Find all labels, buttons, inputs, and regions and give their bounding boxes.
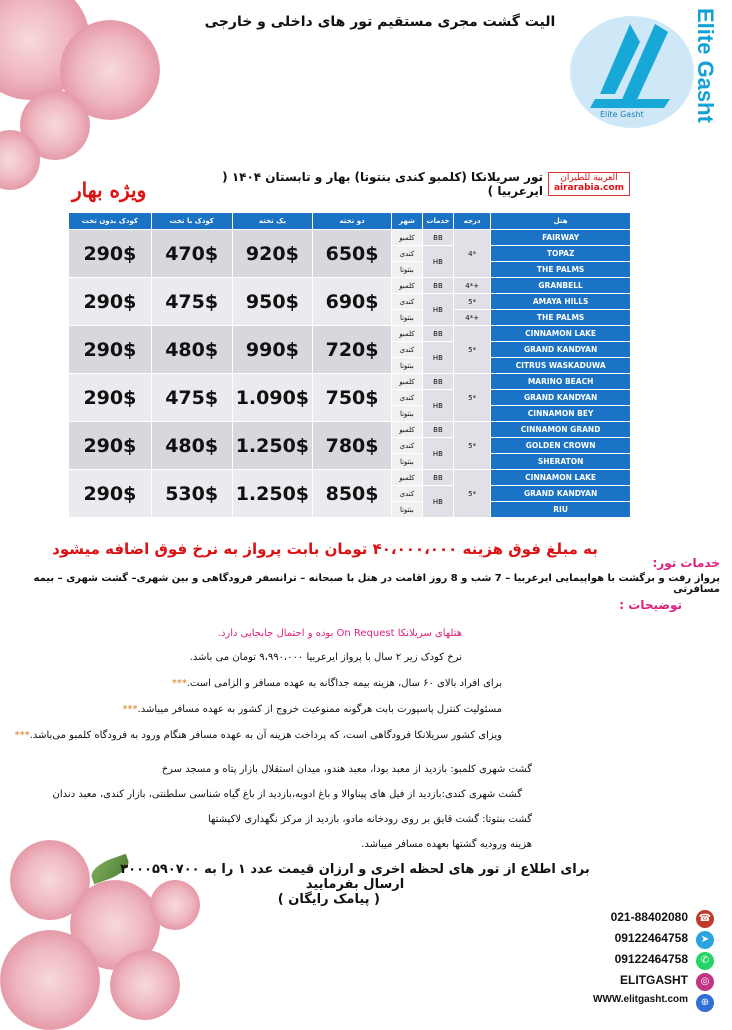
table-row	[69, 374, 631, 390]
table-row	[69, 470, 631, 486]
price-double: 780$	[313, 422, 392, 470]
city-cell: کندی	[391, 438, 422, 454]
note-star: ***	[14, 730, 30, 741]
logo-subtitle: Elite Gasht	[600, 110, 644, 119]
special-offer-label: ویژه بهار	[72, 178, 147, 202]
header-city: شهر	[391, 213, 422, 230]
table-header-row	[69, 213, 631, 230]
airarabia-logo-ar: العربية للطيران	[560, 173, 618, 183]
contact-text: 021-88402080	[610, 910, 688, 924]
header-tagline: الیت گشت مجری مستقیم تور های داخلی و خارجی	[204, 14, 556, 30]
city-cell: کندی	[391, 294, 422, 310]
city-cell: بنتوتا	[391, 454, 422, 470]
note-star: ***	[122, 704, 138, 715]
city-cell: بنتوتا	[391, 310, 422, 326]
city-cell: کلمبو	[391, 470, 422, 486]
contact-text: WWW.elitgasht.com	[593, 994, 688, 1005]
note-item	[15, 730, 502, 741]
price-child-bed: 480$	[151, 326, 232, 374]
grade-cell: 4*+	[453, 310, 490, 326]
instagram-icon: ◎	[696, 973, 714, 991]
promo-line-2: ( پیامک رایگان )	[277, 892, 380, 907]
hotel-cell: SHERATON	[491, 454, 631, 470]
note-item	[172, 678, 502, 689]
hotel-cell: THE PALMS	[491, 262, 631, 278]
price-child-bed: 480$	[151, 422, 232, 470]
hotel-cell: FAIRWAY	[491, 230, 631, 246]
city-cell: کلمبو	[391, 278, 422, 294]
service-cell: HB	[422, 342, 453, 374]
grade-cell: 5*	[453, 294, 490, 310]
price-child-nobed: 290$	[69, 326, 152, 374]
globe-icon: ⊕	[696, 994, 714, 1012]
hotel-cell: CINNAMON GRAND	[491, 422, 631, 438]
price-child-bed: 475$	[151, 278, 232, 326]
city-cell: کلمبو	[391, 326, 422, 342]
telegram-icon: ➤	[696, 931, 714, 949]
service-cell: HB	[422, 438, 453, 470]
city-cell: کندی	[391, 390, 422, 406]
grade-cell: 4*+	[453, 278, 490, 294]
price-child-bed: 470$	[151, 230, 232, 278]
header-double: دو تخته	[313, 213, 392, 230]
price-child-nobed: 290$	[69, 278, 152, 326]
tour-title: تور سریلانکا (کلمبو کندی بنتوتا) بهار و تابستان ۱۴۰۴ ( ایرعربیا )	[222, 170, 543, 198]
note-text: ویزای کشور سریلانکا فرودگاهی است، که پرداخت هزینه آن به عهده مسافر هنگام ورود به فرودگاه کلمبو می‌باشد.	[29, 730, 502, 741]
price-single: 1.250$	[232, 422, 313, 470]
price-single: 1.090$	[232, 374, 313, 422]
city-cell: کلمبو	[391, 422, 422, 438]
city-cell: بنتوتا	[391, 262, 422, 278]
contact-row[interactable]	[530, 931, 720, 951]
header-child-bed: کودک با تخت	[151, 213, 232, 230]
promo-line-1: برای اطلاع از تور های لحظه اخری و ارزان قیمت عدد ۱ را به ۳۰۰۰۵۹۰۷۰۰ ارسال بفرمایید	[120, 862, 590, 892]
contact-text: ELITGASHT	[620, 973, 688, 987]
note-star: ***	[171, 678, 187, 689]
hotel-cell: GRAND KANDYAN	[491, 390, 631, 406]
price-child-bed: 530$	[151, 470, 232, 518]
grade-cell: 5*	[453, 422, 490, 470]
note-text: مسئولیت کنترل پاسپورت بابت هرگونه ممنوعیت خروج از کشور به عهده مسافر میباشد.	[137, 704, 502, 715]
price-child-nobed: 290$	[69, 230, 152, 278]
hotel-cell: GRAND KANDYAN	[491, 486, 631, 502]
note-item	[123, 704, 502, 715]
header-grade: درجه	[453, 213, 490, 230]
hotel-cell: AMAYA HILLS	[491, 294, 631, 310]
logo-vertical-text: Elite Gasht	[693, 8, 718, 123]
phone-icon: ☎	[696, 910, 714, 928]
contact-row[interactable]	[530, 994, 720, 1014]
price-child-nobed: 290$	[69, 374, 152, 422]
city-cell: کندی	[391, 342, 422, 358]
service-cell: HB	[422, 486, 453, 518]
note-text: نرخ کودک زیر ۲ سال با پرواز ایرعربیا ۹،۹۹۰،۰۰۰ تومان می باشد.	[189, 652, 462, 663]
hotel-cell: GRAND KANDYAN	[491, 342, 631, 358]
city-cell: کلمبو	[391, 230, 422, 246]
notes-title: توضیحات :	[619, 598, 682, 612]
hotel-cell: THE PALMS	[491, 310, 631, 326]
service-cell: BB	[422, 422, 453, 438]
services-text: پرواز رفت و برگشت با هواپیمایی ایرعربیا – 7 شب و 8 روز اقامت در هتل با صبحانه – ترانسفر فرودگاهی و بین شهری– گشت شهری – بیمه مسافرتی	[33, 573, 720, 595]
hotel-cell: CINNAMON LAKE	[491, 326, 631, 342]
hotel-cell: CINNAMON LAKE	[491, 470, 631, 486]
grade-cell: 5*	[453, 470, 490, 518]
price-double: 720$	[313, 326, 392, 374]
price-table	[68, 212, 631, 518]
airarabia-logo-en: airarabia.com	[553, 183, 625, 193]
price-single: 920$	[232, 230, 313, 278]
tour-item: گشت شهری کلمبو: بازدید از معبد بودا، معبد هندو، میدان استقلال بازار پتاه و مسجد سرخ	[161, 764, 532, 775]
grade-cell: 5*	[453, 374, 490, 422]
city-cell: کندی	[391, 486, 422, 502]
header-single: یک تخته	[232, 213, 313, 230]
tour-item: گشت شهری کندی:بازدید از فیل های پیناوالا و باغ ادویه،بازدید از باغ گیاه شناسی سلطنتی، بازار کندی، معبد دندان	[52, 789, 522, 800]
hotel-cell: CITRUS WASKADUWA	[491, 358, 631, 374]
promo-block	[100, 862, 610, 907]
price-single: 950$	[232, 278, 313, 326]
hotel-cell: CINNAMON BEY	[491, 406, 631, 422]
price-double: 650$	[313, 230, 392, 278]
table-row	[69, 326, 631, 342]
contact-row[interactable]	[530, 952, 720, 972]
table-row	[69, 422, 631, 438]
table-row	[69, 278, 631, 294]
price-child-bed: 475$	[151, 374, 232, 422]
service-cell: BB	[422, 374, 453, 390]
note-text: برای افراد بالای ۶۰ سال، هزینه بیمه جداگانه به عهده مسافر و الزامی است.	[186, 678, 502, 689]
service-cell: HB	[422, 390, 453, 422]
city-cell: بنتوتا	[391, 502, 422, 518]
city-cell: کلمبو	[391, 374, 422, 390]
city-cell: بنتوتا	[391, 406, 422, 422]
service-cell: BB	[422, 470, 453, 486]
header-hotel: هتل	[491, 213, 631, 230]
price-child-nobed: 290$	[69, 470, 152, 518]
price-double: 850$	[313, 470, 392, 518]
hotel-cell: GOLDEN CROWN	[491, 438, 631, 454]
header-child-nobed: کودک بدون تخت	[69, 213, 152, 230]
service-cell: HB	[422, 294, 453, 326]
price-single: 1.250$	[232, 470, 313, 518]
price-double: 690$	[313, 278, 392, 326]
city-cell: بنتوتا	[391, 358, 422, 374]
table-row	[69, 230, 631, 246]
city-cell: کندی	[391, 246, 422, 262]
contact-text: 09122464758	[614, 931, 688, 945]
tour-item: گشت بنتوتا: گشت قایق بر روی رودخانه مادو، بازدید از مرکز نگهداری لاکپشتها	[207, 814, 532, 825]
company-logo	[560, 4, 730, 134]
tour-item: هزینه ورودیه گشتها بعهده مسافر میباشد.	[361, 839, 532, 850]
contact-row[interactable]	[530, 973, 720, 993]
hotel-cell: GRANBELL	[491, 278, 631, 294]
contact-text: 09122464758	[614, 952, 688, 966]
airarabia-logo	[548, 172, 630, 196]
header-services: خدمات	[422, 213, 453, 230]
contact-row[interactable]	[530, 910, 720, 930]
hotel-cell: MARINO BEACH	[491, 374, 631, 390]
hotel-cell: RIU	[491, 502, 631, 518]
grade-cell: 4*	[453, 230, 490, 278]
whatsapp-icon: ✆	[696, 952, 714, 970]
price-double: 750$	[313, 374, 392, 422]
grade-cell: 5*	[453, 326, 490, 374]
service-cell: BB	[422, 230, 453, 246]
services-title: خدمات تور:	[652, 556, 720, 570]
price-child-nobed: 290$	[69, 422, 152, 470]
note-item	[190, 652, 462, 663]
hotel-cell: TOPAZ	[491, 246, 631, 262]
price-single: 990$	[232, 326, 313, 374]
service-cell: BB	[422, 326, 453, 342]
service-cell: HB	[422, 246, 453, 278]
service-cell: BB	[422, 278, 453, 294]
flight-surcharge-note: به مبلغ فوق هزینه ۴۰،۰۰۰،۰۰۰ تومان بابت پرواز به نرخ فوق اضافه میشود	[52, 540, 598, 558]
notes-highlight: هتلهای سریلانکا On Request بوده و احتمال جابجایی دارد.	[217, 628, 462, 639]
